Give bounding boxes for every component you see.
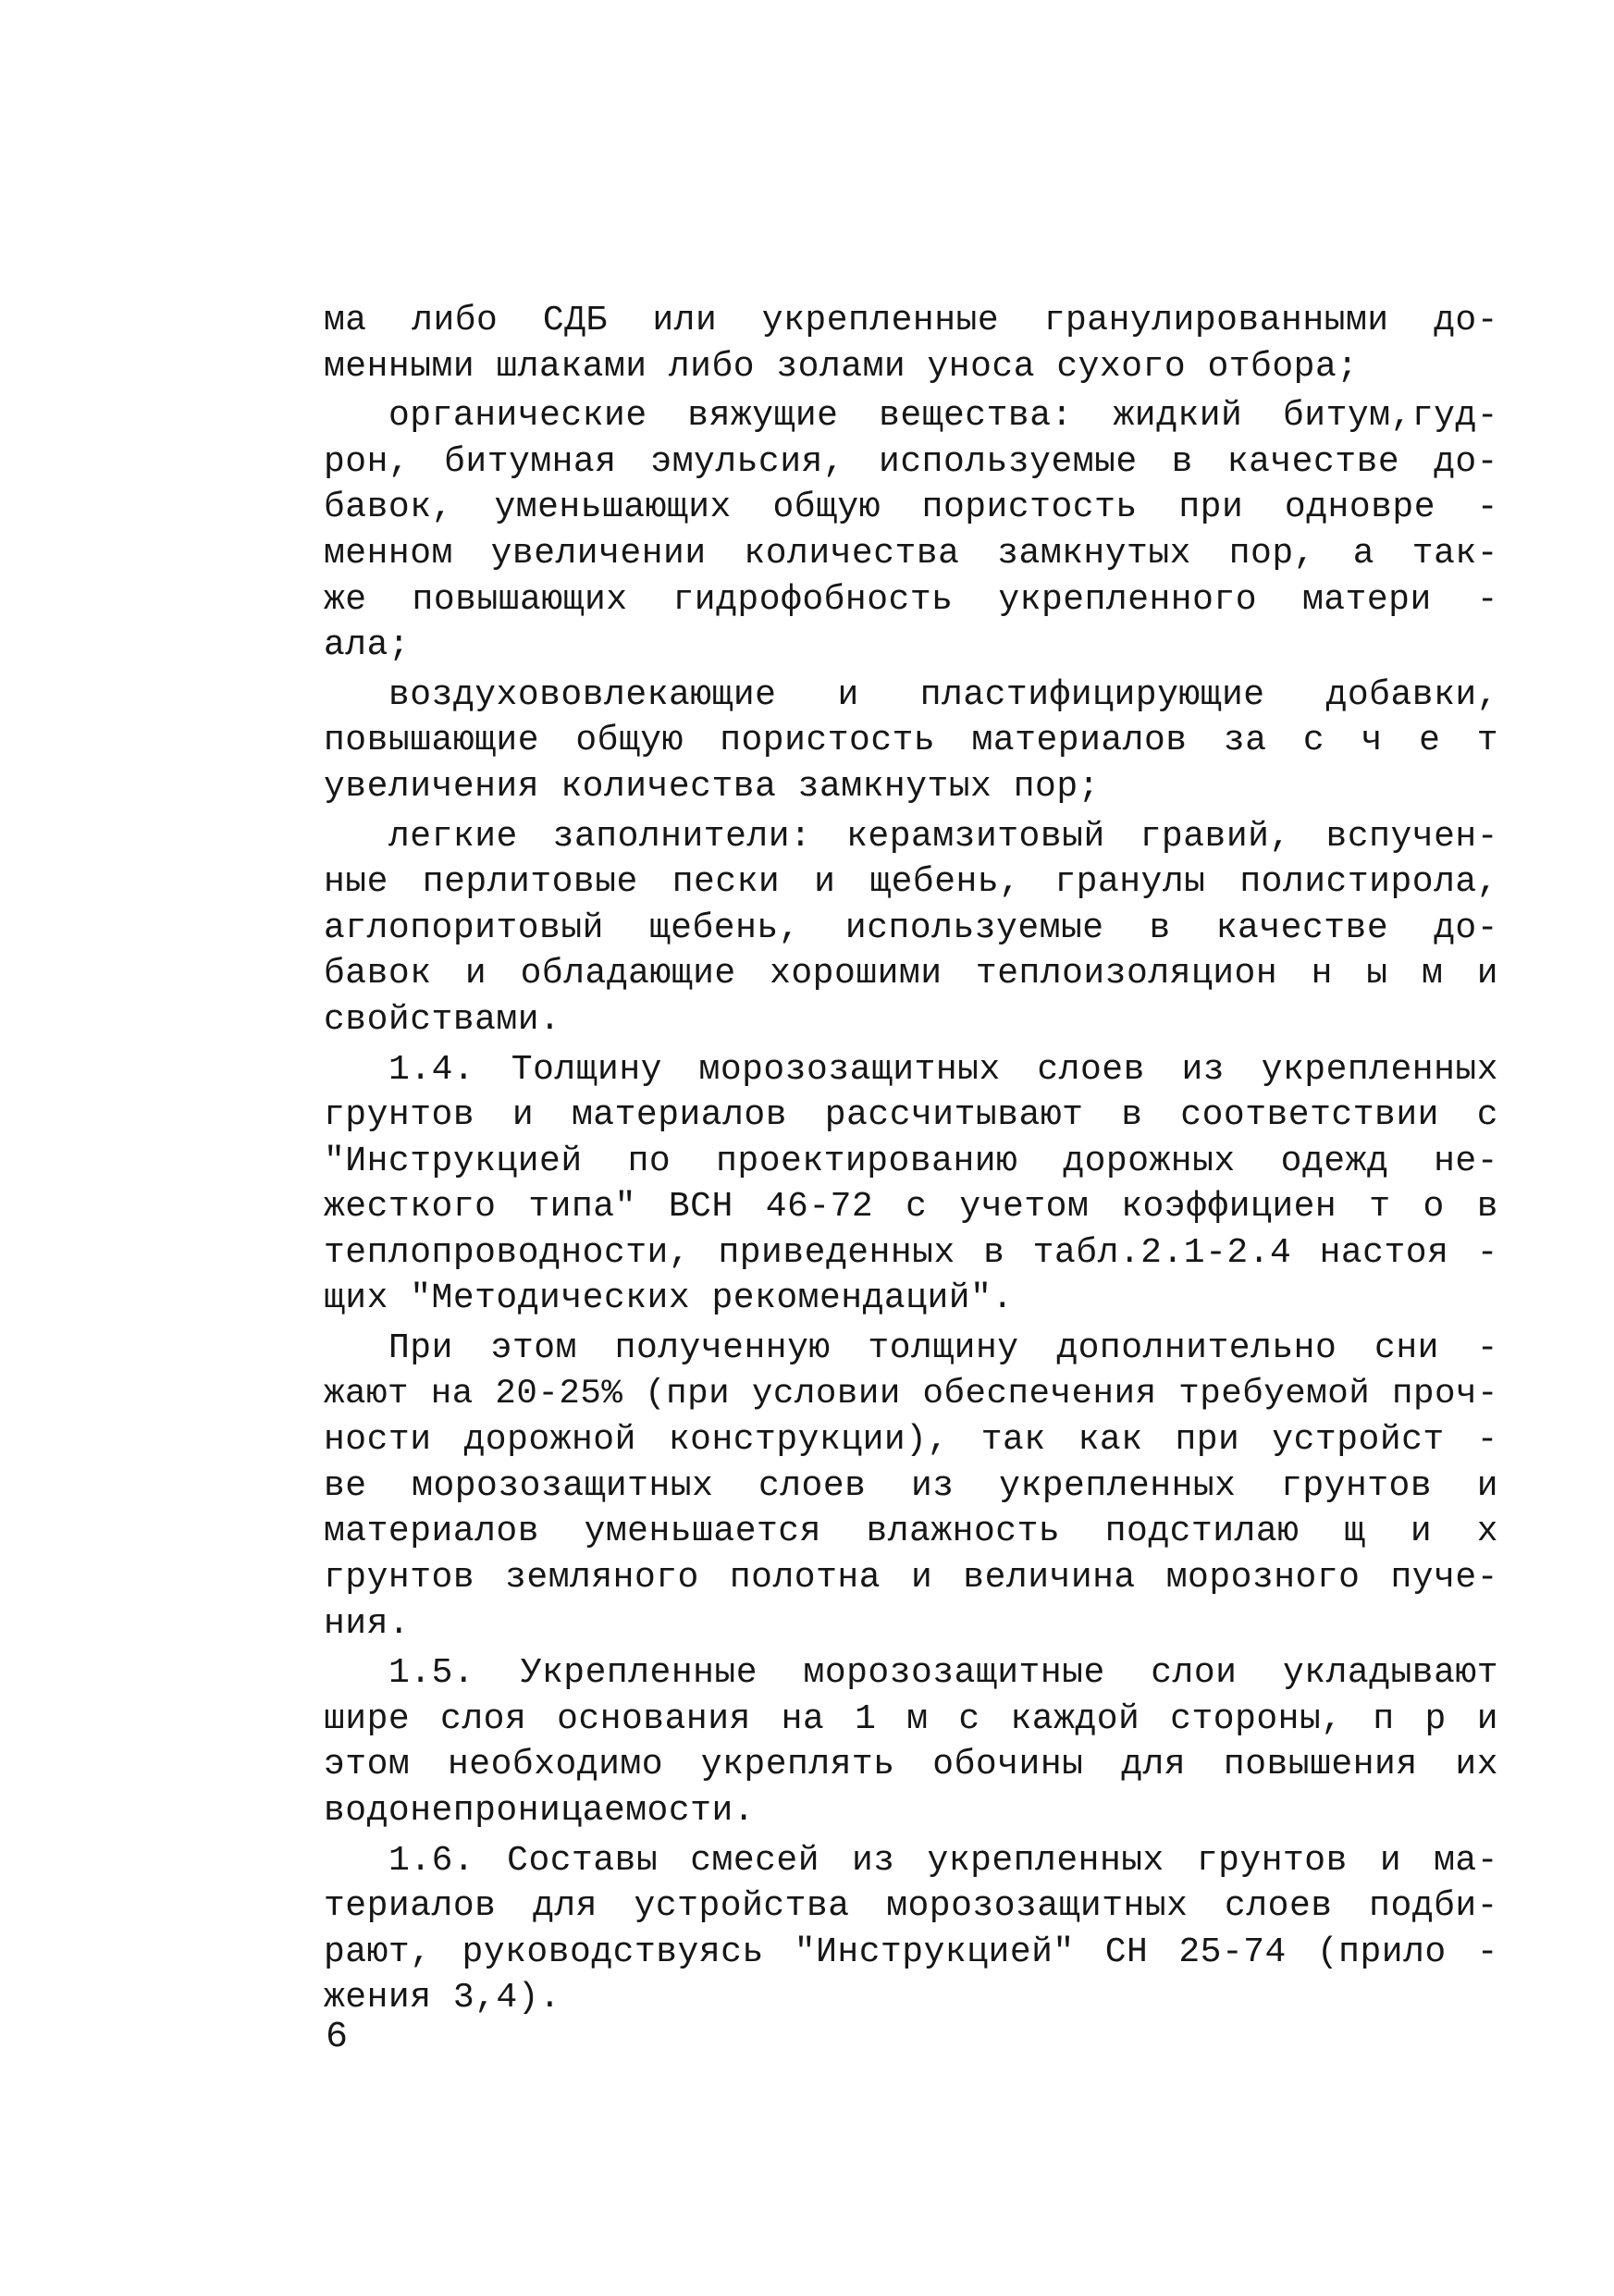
text-line: органические вяжущие вещества: жидкий битум,гуд- xyxy=(388,396,1498,437)
text-line: увеличения количества замкнутых пор; xyxy=(324,766,1100,807)
paragraph xyxy=(324,1326,1498,1647)
text-line: менными шлаками либо золами уноса сухого отбора; xyxy=(324,346,1359,387)
text-line: 1.6. Составы смесей из укрепленных грунтов и ма- xyxy=(388,1840,1498,1881)
text-line: 1.5. Укрепленные морозозащитные слои укладывают xyxy=(388,1653,1498,1694)
text-line: При этом полученную толщину дополнительно сни - xyxy=(388,1328,1498,1369)
text-line: "Инструкцией по проектированию дорожных одежд не- xyxy=(324,1141,1498,1181)
text-line: же повышающих гидрофобность укрепленного матери - xyxy=(324,579,1498,620)
text-line: щих "Методических рекомендаций". xyxy=(324,1278,1014,1319)
text-line: легкие заполнители: керамзитовый гравий, вспучен- xyxy=(388,816,1498,857)
text-line: ные перлитовые пески и щебень, гранулы полистирола, xyxy=(324,862,1498,903)
paragraph xyxy=(324,1838,1498,2021)
text-line: ния. xyxy=(324,1603,411,1644)
text-line: повышающие общую пористость материалов за с ч е т xyxy=(324,721,1498,761)
text-line: теплопроводности, приведенных в табл.2.1-2.4 настоя - xyxy=(324,1232,1498,1273)
paragraph xyxy=(324,393,1498,669)
body-text xyxy=(324,298,1498,2021)
text-line: этом необходимо укреплять обочины для повышения их xyxy=(324,1745,1498,1785)
paragraph xyxy=(324,673,1498,810)
text-line: жения 3,4). xyxy=(324,1978,561,2018)
text-line: свойствами. xyxy=(324,999,561,1040)
text-line: воздухововлекающие и пластифицирующие добавки, xyxy=(388,674,1498,715)
text-line: шире слоя основания на 1 м с каждой стороны, п р и xyxy=(324,1698,1498,1739)
paragraph xyxy=(324,298,1498,389)
text-line: бавок и обладающие хорошими теплоизоляцион н ы м и xyxy=(324,954,1498,994)
text-line: материалов уменьшается влажность подстилаю щ и х xyxy=(324,1512,1498,1552)
text-line: водонепроницаемости. xyxy=(324,1791,756,1831)
text-line: жесткого типа" ВСН 46-72 с учетом коэффициен т о в xyxy=(324,1187,1498,1228)
text-line: рают, руководствуясь "Инструкцией" СН 25-74 (прило - xyxy=(324,1932,1498,1972)
text-line: ве морозозащитных слоев из укрепленных грунтов и xyxy=(324,1465,1498,1506)
paragraph xyxy=(324,1650,1498,1833)
paragraph xyxy=(324,1047,1498,1323)
text-line: грунтов и материалов рассчитывают в соответствии с xyxy=(324,1095,1498,1136)
text-line: бавок, уменьшающих общую пористость при одновре - xyxy=(324,488,1498,528)
text-line: рон, битумная эмульсия, используемые в качестве до- xyxy=(324,441,1498,482)
text-line: грунтов земляного полотна и величина морозного пуче- xyxy=(324,1558,1498,1599)
page-number: 6 xyxy=(326,2017,349,2058)
text-line: жают на 20-25% (при условии обеспечения требуемой проч- xyxy=(324,1374,1498,1413)
text-line: териалов для устройства морозозащитных слоев подби- xyxy=(324,1886,1498,1927)
text-line: ала; xyxy=(324,625,411,666)
text-line: аглопоритовый щебень, используемые в качестве до- xyxy=(324,907,1498,948)
text-line: ности дорожной конструкции), так как при устройст - xyxy=(324,1420,1498,1461)
paragraph xyxy=(324,814,1498,1043)
text-line: ма либо СДБ или укрепленные гранулированными до- xyxy=(324,301,1498,340)
text-line: менном увеличении количества замкнутых пор, а так- xyxy=(324,533,1498,574)
text-line: 1.4. Толщину морозозащитных слоев из укрепленных xyxy=(388,1049,1498,1090)
